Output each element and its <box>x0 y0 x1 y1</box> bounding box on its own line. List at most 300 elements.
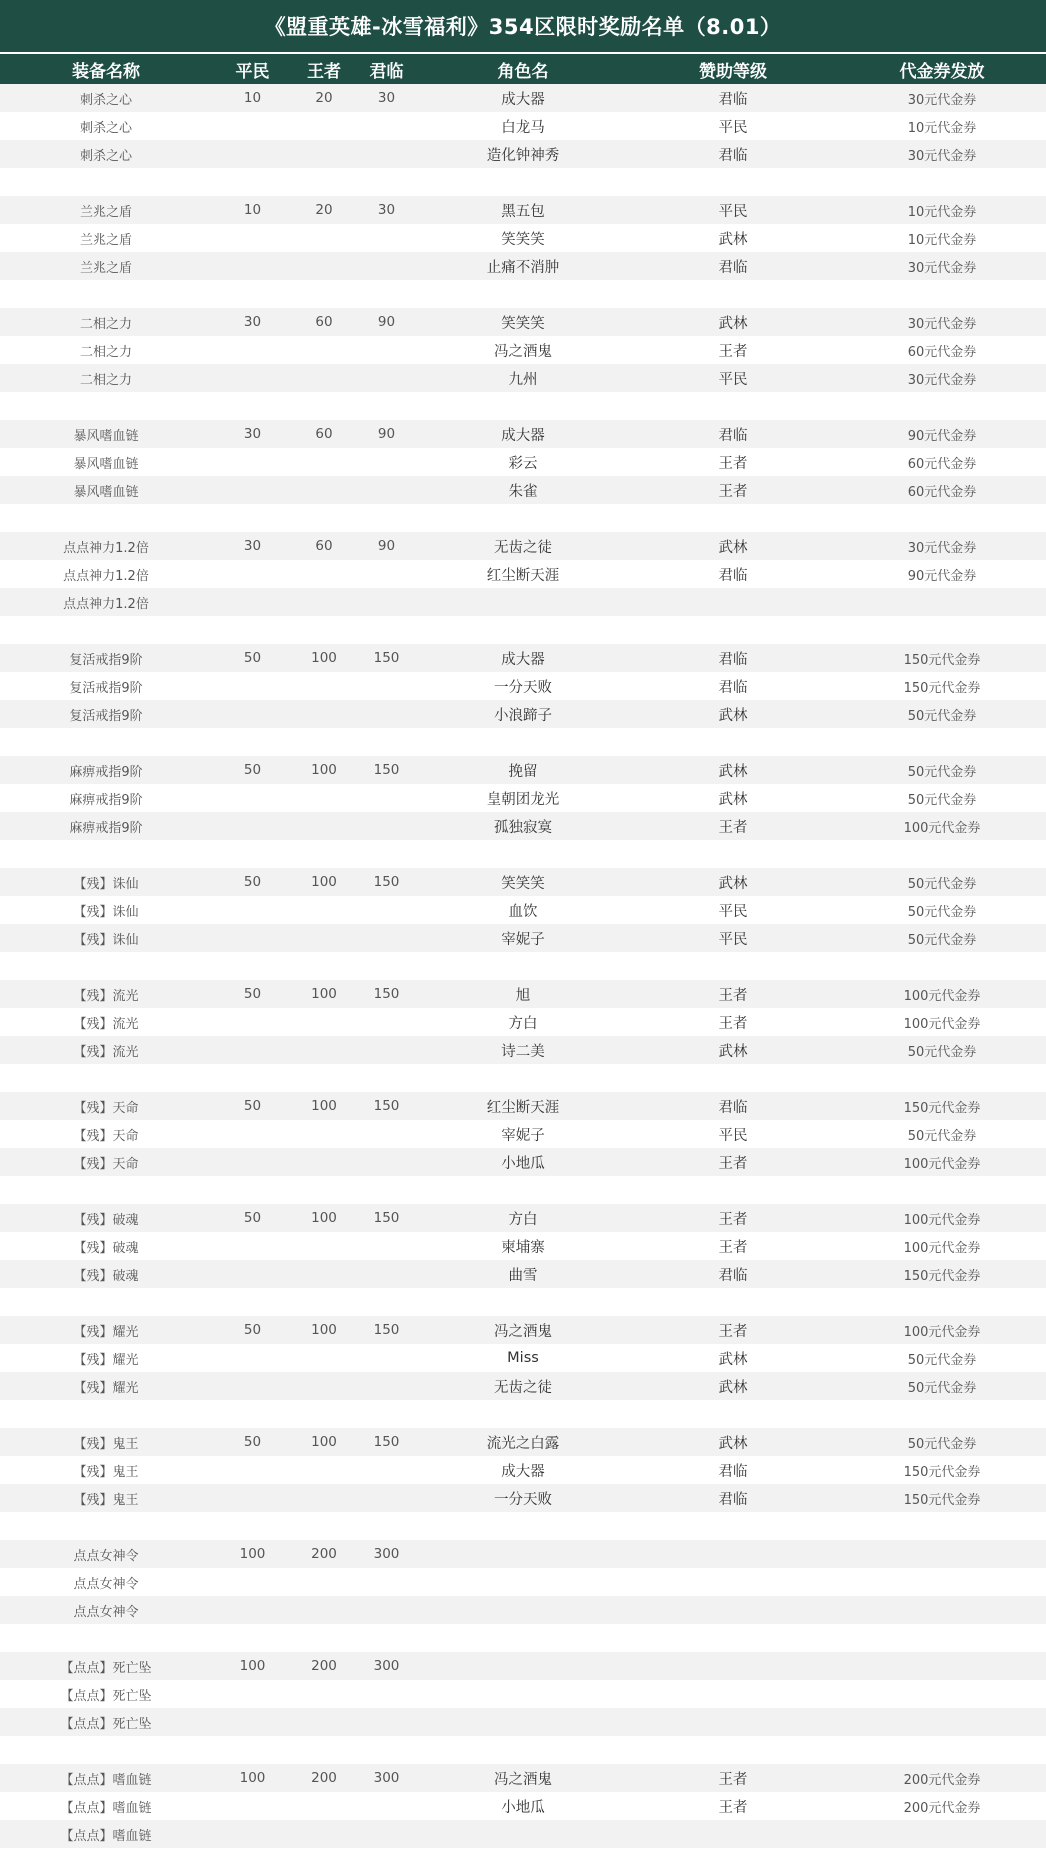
voucher-cell <box>838 1540 1046 1568</box>
sponsor-level-cell: 武林 <box>718 1379 748 1396</box>
sponsor-level-cell <box>628 1176 838 1204</box>
pingmin-value-cell <box>212 560 293 588</box>
pingmin-value-cell: 100 <box>239 1658 266 1674</box>
table-row <box>0 1568 1046 1596</box>
pingmin-value-cell <box>212 1680 293 1708</box>
equip-name-cell: 【点点】死亡坠 <box>60 1660 152 1676</box>
wangzhe-value-cell <box>293 1484 355 1512</box>
wangzhe-value-cell <box>293 112 355 140</box>
wangzhe-value-cell <box>293 812 355 840</box>
sponsor-level-cell: 平民 <box>718 903 748 920</box>
junlin-value-cell <box>355 476 418 504</box>
wangzhe-value-cell <box>293 840 355 868</box>
table-row <box>0 1428 1046 1456</box>
table-row <box>0 1176 1046 1204</box>
voucher-cell <box>838 1568 1046 1596</box>
role-name-cell: 冯之酒鬼 <box>494 1771 552 1788</box>
pingmin-value-cell <box>212 168 293 196</box>
sponsor-level-cell: 君临 <box>718 1099 748 1116</box>
sponsor-level-cell: 君临 <box>718 1267 748 1284</box>
role-name-cell <box>418 1064 628 1092</box>
wangzhe-value-cell: 100 <box>311 1434 337 1450</box>
sponsor-level-cell: 君临 <box>718 427 748 444</box>
sponsor-level-cell: 武林 <box>718 875 748 892</box>
voucher-cell <box>838 1288 1046 1316</box>
pingmin-value-cell <box>212 476 293 504</box>
sponsor-level-cell: 平民 <box>718 1127 748 1144</box>
junlin-value-cell: 30 <box>377 90 396 106</box>
equip-name-cell: 【残】流光 <box>73 1044 139 1060</box>
role-name-cell: 红尘断天涯 <box>486 1099 560 1116</box>
junlin-value-cell <box>355 1596 418 1624</box>
pingmin-value-cell: 10 <box>243 202 262 218</box>
table-row <box>0 1372 1046 1400</box>
voucher-cell: 150元代金券 <box>903 680 981 696</box>
junlin-value-cell <box>355 896 418 924</box>
sponsor-level-cell: 君临 <box>718 679 748 696</box>
pingmin-value-cell <box>212 1708 293 1736</box>
table-row <box>0 1652 1046 1680</box>
table-row <box>0 1036 1046 1064</box>
role-name-cell <box>418 1680 628 1708</box>
role-name-cell <box>418 952 628 980</box>
table-row <box>0 392 1046 420</box>
sponsor-level-cell <box>628 392 838 420</box>
junlin-value-cell <box>355 252 418 280</box>
equip-name-cell: 复活戒指9阶 <box>69 680 143 696</box>
equip-name-cell: 麻痹戒指9阶 <box>69 764 143 780</box>
role-name-cell <box>418 840 628 868</box>
pingmin-value-cell <box>212 924 293 952</box>
pingmin-value-cell <box>212 280 293 308</box>
header-role-name: 角色名 <box>497 61 549 82</box>
equip-name-cell: 【残】耀光 <box>73 1380 139 1396</box>
voucher-cell: 100元代金券 <box>903 1016 981 1032</box>
sponsor-level-cell: 君临 <box>718 651 748 668</box>
junlin-value-cell: 150 <box>373 1210 400 1226</box>
role-name-cell <box>418 392 628 420</box>
junlin-value-cell <box>355 504 418 532</box>
role-name-cell: 无齿之徒 <box>494 1379 552 1396</box>
equip-name-cell <box>0 1288 212 1316</box>
table-row <box>0 952 1046 980</box>
role-name-cell: 小地瓜 <box>501 1799 545 1816</box>
table-row <box>0 588 1046 616</box>
equip-name-cell: 点点女神令 <box>73 1576 139 1592</box>
role-name-cell <box>418 728 628 756</box>
voucher-cell: 30元代金券 <box>907 260 977 276</box>
equip-name-cell: 【点点】死亡坠 <box>60 1688 152 1704</box>
pingmin-value-cell <box>212 1372 293 1400</box>
voucher-cell <box>838 1652 1046 1680</box>
pingmin-value-cell: 50 <box>243 1322 262 1338</box>
pingmin-value-cell <box>212 728 293 756</box>
pingmin-value-cell <box>212 1456 293 1484</box>
role-name-cell: 成大器 <box>501 427 545 444</box>
header-voucher: 代金券发放 <box>899 61 985 82</box>
role-name-cell: 成大器 <box>501 1463 545 1480</box>
pingmin-value-cell <box>212 784 293 812</box>
table-row <box>0 1596 1046 1624</box>
voucher-cell: 60元代金券 <box>907 456 977 472</box>
voucher-cell <box>838 1820 1046 1848</box>
role-name-cell <box>418 1288 628 1316</box>
role-name-cell: 皇朝团龙光 <box>486 791 560 808</box>
role-name-cell: 冯之酒鬼 <box>494 343 552 360</box>
sponsor-level-cell <box>628 616 838 644</box>
role-name-cell: 止痛不消肿 <box>486 259 560 276</box>
pingmin-value-cell: 50 <box>243 1434 262 1450</box>
equip-name-cell: 刺杀之心 <box>79 120 132 136</box>
table-row <box>0 84 1046 112</box>
wangzhe-value-cell <box>293 1624 355 1652</box>
junlin-value-cell <box>355 728 418 756</box>
junlin-value-cell <box>355 812 418 840</box>
role-name-cell: 小地瓜 <box>501 1155 545 1172</box>
junlin-value-cell <box>355 392 418 420</box>
role-name-cell <box>418 1652 628 1680</box>
pingmin-value-cell: 100 <box>239 1770 266 1786</box>
pingmin-value-cell <box>212 812 293 840</box>
sponsor-level-cell <box>628 1512 838 1540</box>
pingmin-value-cell: 100 <box>239 1546 266 1562</box>
wangzhe-value-cell: 60 <box>315 426 333 442</box>
voucher-cell <box>838 168 1046 196</box>
equip-name-cell: 【残】天命 <box>73 1156 139 1172</box>
voucher-cell <box>838 1512 1046 1540</box>
junlin-value-cell <box>355 1120 418 1148</box>
role-name-cell: 无齿之徒 <box>494 539 552 556</box>
wangzhe-value-cell: 200 <box>311 1658 337 1674</box>
table-row <box>0 644 1046 672</box>
equip-name-cell: 刺杀之心 <box>79 92 132 108</box>
role-name-cell: 成大器 <box>501 651 545 668</box>
voucher-cell <box>838 1680 1046 1708</box>
voucher-cell: 30元代金券 <box>907 92 977 108</box>
equip-name-cell <box>0 168 212 196</box>
equip-name-cell: 点点女神令 <box>73 1604 139 1620</box>
pingmin-value-cell: 30 <box>243 538 262 554</box>
role-name-cell: 曲雪 <box>508 1267 538 1284</box>
wangzhe-value-cell <box>293 1708 355 1736</box>
pingmin-value-cell: 30 <box>243 426 262 442</box>
role-name-cell: 诗二美 <box>501 1043 545 1060</box>
wangzhe-value-cell <box>293 616 355 644</box>
wangzhe-value-cell <box>293 392 355 420</box>
table-row <box>0 168 1046 196</box>
pingmin-value-cell <box>212 1008 293 1036</box>
voucher-cell: 50元代金券 <box>907 1380 977 1396</box>
sponsor-level-cell <box>628 168 838 196</box>
pingmin-value-cell: 10 <box>243 90 262 106</box>
voucher-cell: 50元代金券 <box>907 792 977 808</box>
equip-name-cell: 点点神力1.2倍 <box>63 540 149 556</box>
role-name-cell <box>418 1400 628 1428</box>
equip-name-cell: 【残】诛仙 <box>73 904 139 920</box>
sponsor-level-cell <box>628 1652 838 1680</box>
role-name-cell: 一分天败 <box>494 679 552 696</box>
sponsor-level-cell: 武林 <box>718 791 748 808</box>
sponsor-level-cell <box>628 280 838 308</box>
junlin-value-cell <box>355 280 418 308</box>
sponsor-level-cell: 平民 <box>718 931 748 948</box>
table-row <box>0 224 1046 252</box>
equip-name-cell: 刺杀之心 <box>79 148 132 164</box>
equip-name-cell: 【残】耀光 <box>73 1352 139 1368</box>
role-name-cell: 方白 <box>508 1211 538 1228</box>
role-name-cell <box>418 1596 628 1624</box>
wangzhe-value-cell <box>293 560 355 588</box>
equip-name-cell <box>0 840 212 868</box>
header-sponsor-level: 赞助等级 <box>699 61 767 82</box>
sponsor-level-cell <box>628 1540 838 1568</box>
role-name-cell <box>418 1512 628 1540</box>
wangzhe-value-cell <box>293 224 355 252</box>
equip-name-cell: 兰兆之盾 <box>79 260 132 276</box>
junlin-value-cell <box>355 1820 418 1848</box>
junlin-value-cell: 150 <box>373 762 400 778</box>
voucher-cell <box>838 392 1046 420</box>
wangzhe-value-cell <box>293 252 355 280</box>
sponsor-level-cell <box>628 1680 838 1708</box>
sponsor-level-cell: 平民 <box>718 371 748 388</box>
role-name-cell <box>418 1176 628 1204</box>
sponsor-level-cell: 王者 <box>718 1155 748 1172</box>
wangzhe-value-cell: 100 <box>311 874 337 890</box>
sponsor-level-cell: 王者 <box>718 1799 748 1816</box>
wangzhe-value-cell <box>293 1288 355 1316</box>
junlin-value-cell <box>355 224 418 252</box>
junlin-value-cell: 150 <box>373 1322 400 1338</box>
pingmin-value-cell <box>212 616 293 644</box>
wangzhe-value-cell: 200 <box>311 1770 337 1786</box>
junlin-value-cell <box>355 1036 418 1064</box>
equip-name-cell: 【残】流光 <box>73 988 139 1004</box>
wangzhe-value-cell <box>293 1036 355 1064</box>
wangzhe-value-cell: 60 <box>315 314 333 330</box>
voucher-cell: 50元代金券 <box>907 1128 977 1144</box>
pingmin-value-cell <box>212 1512 293 1540</box>
equip-name-cell: 暴风嗜血链 <box>73 428 139 444</box>
sponsor-level-cell: 武林 <box>718 1351 748 1368</box>
table-row <box>0 308 1046 336</box>
table-row <box>0 1064 1046 1092</box>
sponsor-level-cell: 君临 <box>718 147 748 164</box>
junlin-value-cell <box>355 952 418 980</box>
wangzhe-value-cell <box>293 1792 355 1820</box>
pingmin-value-cell <box>212 448 293 476</box>
voucher-cell <box>838 840 1046 868</box>
pingmin-value-cell <box>212 1568 293 1596</box>
junlin-value-cell <box>355 1680 418 1708</box>
voucher-cell: 100元代金券 <box>903 1240 981 1256</box>
pingmin-value-cell <box>212 1288 293 1316</box>
equip-name-cell: 【残】天命 <box>73 1128 139 1144</box>
equip-name-cell: 【点点】嗜血链 <box>60 1800 152 1816</box>
voucher-cell: 30元代金券 <box>907 540 977 556</box>
wangzhe-value-cell <box>293 476 355 504</box>
wangzhe-value-cell <box>293 1260 355 1288</box>
wangzhe-value-cell <box>293 1008 355 1036</box>
sponsor-level-cell <box>628 588 838 616</box>
equip-name-cell: 【残】破魂 <box>73 1240 139 1256</box>
junlin-value-cell: 90 <box>377 538 396 554</box>
role-name-cell: 笑笑笑 <box>501 875 545 892</box>
wangzhe-value-cell <box>293 1680 355 1708</box>
voucher-cell <box>838 728 1046 756</box>
role-name-cell: 黑五包 <box>501 203 545 220</box>
junlin-value-cell <box>355 784 418 812</box>
table-row <box>0 112 1046 140</box>
sponsor-level-cell: 平民 <box>718 203 748 220</box>
junlin-value-cell <box>355 1008 418 1036</box>
sponsor-level-cell: 王者 <box>718 1015 748 1032</box>
equip-name-cell: 麻痹戒指9阶 <box>69 820 143 836</box>
equip-name-cell <box>0 1512 212 1540</box>
junlin-value-cell: 300 <box>373 1546 400 1562</box>
table-row <box>0 784 1046 812</box>
table-row <box>0 1820 1046 1848</box>
role-name-cell: 成大器 <box>501 91 545 108</box>
table-row <box>0 1204 1046 1232</box>
table-row <box>0 280 1046 308</box>
voucher-cell: 100元代金券 <box>903 988 981 1004</box>
wangzhe-value-cell: 20 <box>315 202 333 218</box>
table-row <box>0 756 1046 784</box>
table-row <box>0 1316 1046 1344</box>
table-row <box>0 812 1046 840</box>
junlin-value-cell: 150 <box>373 1434 400 1450</box>
equip-name-cell: 复活戒指9阶 <box>69 652 143 668</box>
equip-name-cell: 【残】诛仙 <box>73 876 139 892</box>
equip-name-cell: 兰兆之盾 <box>79 232 132 248</box>
role-name-cell: 彩云 <box>508 455 538 472</box>
wangzhe-value-cell <box>293 728 355 756</box>
wangzhe-value-cell: 100 <box>311 1098 337 1114</box>
table-row <box>0 1736 1046 1764</box>
wangzhe-value-cell <box>293 336 355 364</box>
sponsor-level-cell <box>628 504 838 532</box>
voucher-cell: 150元代金券 <box>903 1100 981 1116</box>
table-row <box>0 1624 1046 1652</box>
role-name-cell: 旭 <box>515 987 531 1004</box>
voucher-cell <box>838 952 1046 980</box>
junlin-value-cell <box>355 560 418 588</box>
equip-name-cell <box>0 952 212 980</box>
pingmin-value-cell <box>212 1232 293 1260</box>
header-junlin: 君临 <box>369 61 404 82</box>
role-name-cell <box>418 1540 628 1568</box>
wangzhe-value-cell: 200 <box>311 1546 337 1562</box>
sponsor-level-cell: 王者 <box>718 1211 748 1228</box>
voucher-cell: 90元代金券 <box>907 568 977 584</box>
table-row <box>0 1288 1046 1316</box>
table-row <box>0 980 1046 1008</box>
voucher-cell: 150元代金券 <box>903 652 981 668</box>
role-name-cell: 挽留 <box>508 763 538 780</box>
role-name-cell <box>418 1708 628 1736</box>
junlin-value-cell: 150 <box>373 874 400 890</box>
equip-name-cell <box>0 504 212 532</box>
table-row <box>0 1540 1046 1568</box>
junlin-value-cell <box>355 1624 418 1652</box>
pingmin-value-cell <box>212 1064 293 1092</box>
wangzhe-value-cell <box>293 168 355 196</box>
pingmin-value-cell <box>212 1792 293 1820</box>
pingmin-value-cell <box>212 140 293 168</box>
voucher-cell <box>838 1400 1046 1428</box>
role-name-cell: 朱雀 <box>508 483 538 500</box>
wangzhe-value-cell <box>293 1232 355 1260</box>
table-row <box>0 1260 1046 1288</box>
table-row <box>0 140 1046 168</box>
equip-name-cell: 暴风嗜血链 <box>73 484 139 500</box>
equip-name-cell: 二相之力 <box>79 316 132 332</box>
role-name-cell: 笑笑笑 <box>501 231 545 248</box>
sponsor-level-cell: 武林 <box>718 1043 748 1060</box>
sponsor-level-cell: 武林 <box>718 763 748 780</box>
pingmin-value-cell <box>212 1400 293 1428</box>
sponsor-level-cell <box>628 1400 838 1428</box>
equip-name-cell: 【残】鬼王 <box>73 1464 139 1480</box>
role-name-cell <box>418 280 628 308</box>
role-name-cell: 笑笑笑 <box>501 315 545 332</box>
table-row <box>0 840 1046 868</box>
role-name-cell <box>418 168 628 196</box>
voucher-cell: 200元代金券 <box>903 1772 981 1788</box>
voucher-cell <box>838 1596 1046 1624</box>
junlin-value-cell <box>355 840 418 868</box>
sponsor-level-cell: 武林 <box>718 707 748 724</box>
sponsor-level-cell: 武林 <box>718 1435 748 1452</box>
role-name-cell <box>418 1624 628 1652</box>
table-row <box>0 728 1046 756</box>
wangzhe-value-cell <box>293 1400 355 1428</box>
voucher-cell <box>838 280 1046 308</box>
equip-name-cell: 【残】天命 <box>73 1100 139 1116</box>
junlin-value-cell <box>355 1484 418 1512</box>
junlin-value-cell <box>355 448 418 476</box>
table-row <box>0 1708 1046 1736</box>
junlin-value-cell <box>355 1344 418 1372</box>
pingmin-value-cell <box>212 224 293 252</box>
junlin-value-cell <box>355 588 418 616</box>
sponsor-level-cell: 武林 <box>718 539 748 556</box>
table-row <box>0 1484 1046 1512</box>
pingmin-value-cell <box>212 392 293 420</box>
voucher-cell: 200元代金券 <box>903 1800 981 1816</box>
equip-name-cell: 兰兆之盾 <box>79 204 132 220</box>
pingmin-value-cell <box>212 1176 293 1204</box>
voucher-cell: 60元代金券 <box>907 484 977 500</box>
table-row <box>0 532 1046 560</box>
junlin-value-cell <box>355 1372 418 1400</box>
voucher-cell: 100元代金券 <box>903 1156 981 1172</box>
table-row <box>0 504 1046 532</box>
table-row <box>0 924 1046 952</box>
wangzhe-value-cell: 100 <box>311 1322 337 1338</box>
voucher-cell: 100元代金券 <box>903 1212 981 1228</box>
equip-name-cell: 【残】破魂 <box>73 1268 139 1284</box>
voucher-cell <box>838 1176 1046 1204</box>
wangzhe-value-cell <box>293 588 355 616</box>
role-name-cell: 造化钟神秀 <box>486 147 560 164</box>
pingmin-value-cell: 50 <box>243 874 262 890</box>
junlin-value-cell <box>355 1288 418 1316</box>
junlin-value-cell: 90 <box>377 314 396 330</box>
pingmin-value-cell <box>212 952 293 980</box>
junlin-value-cell <box>355 1456 418 1484</box>
